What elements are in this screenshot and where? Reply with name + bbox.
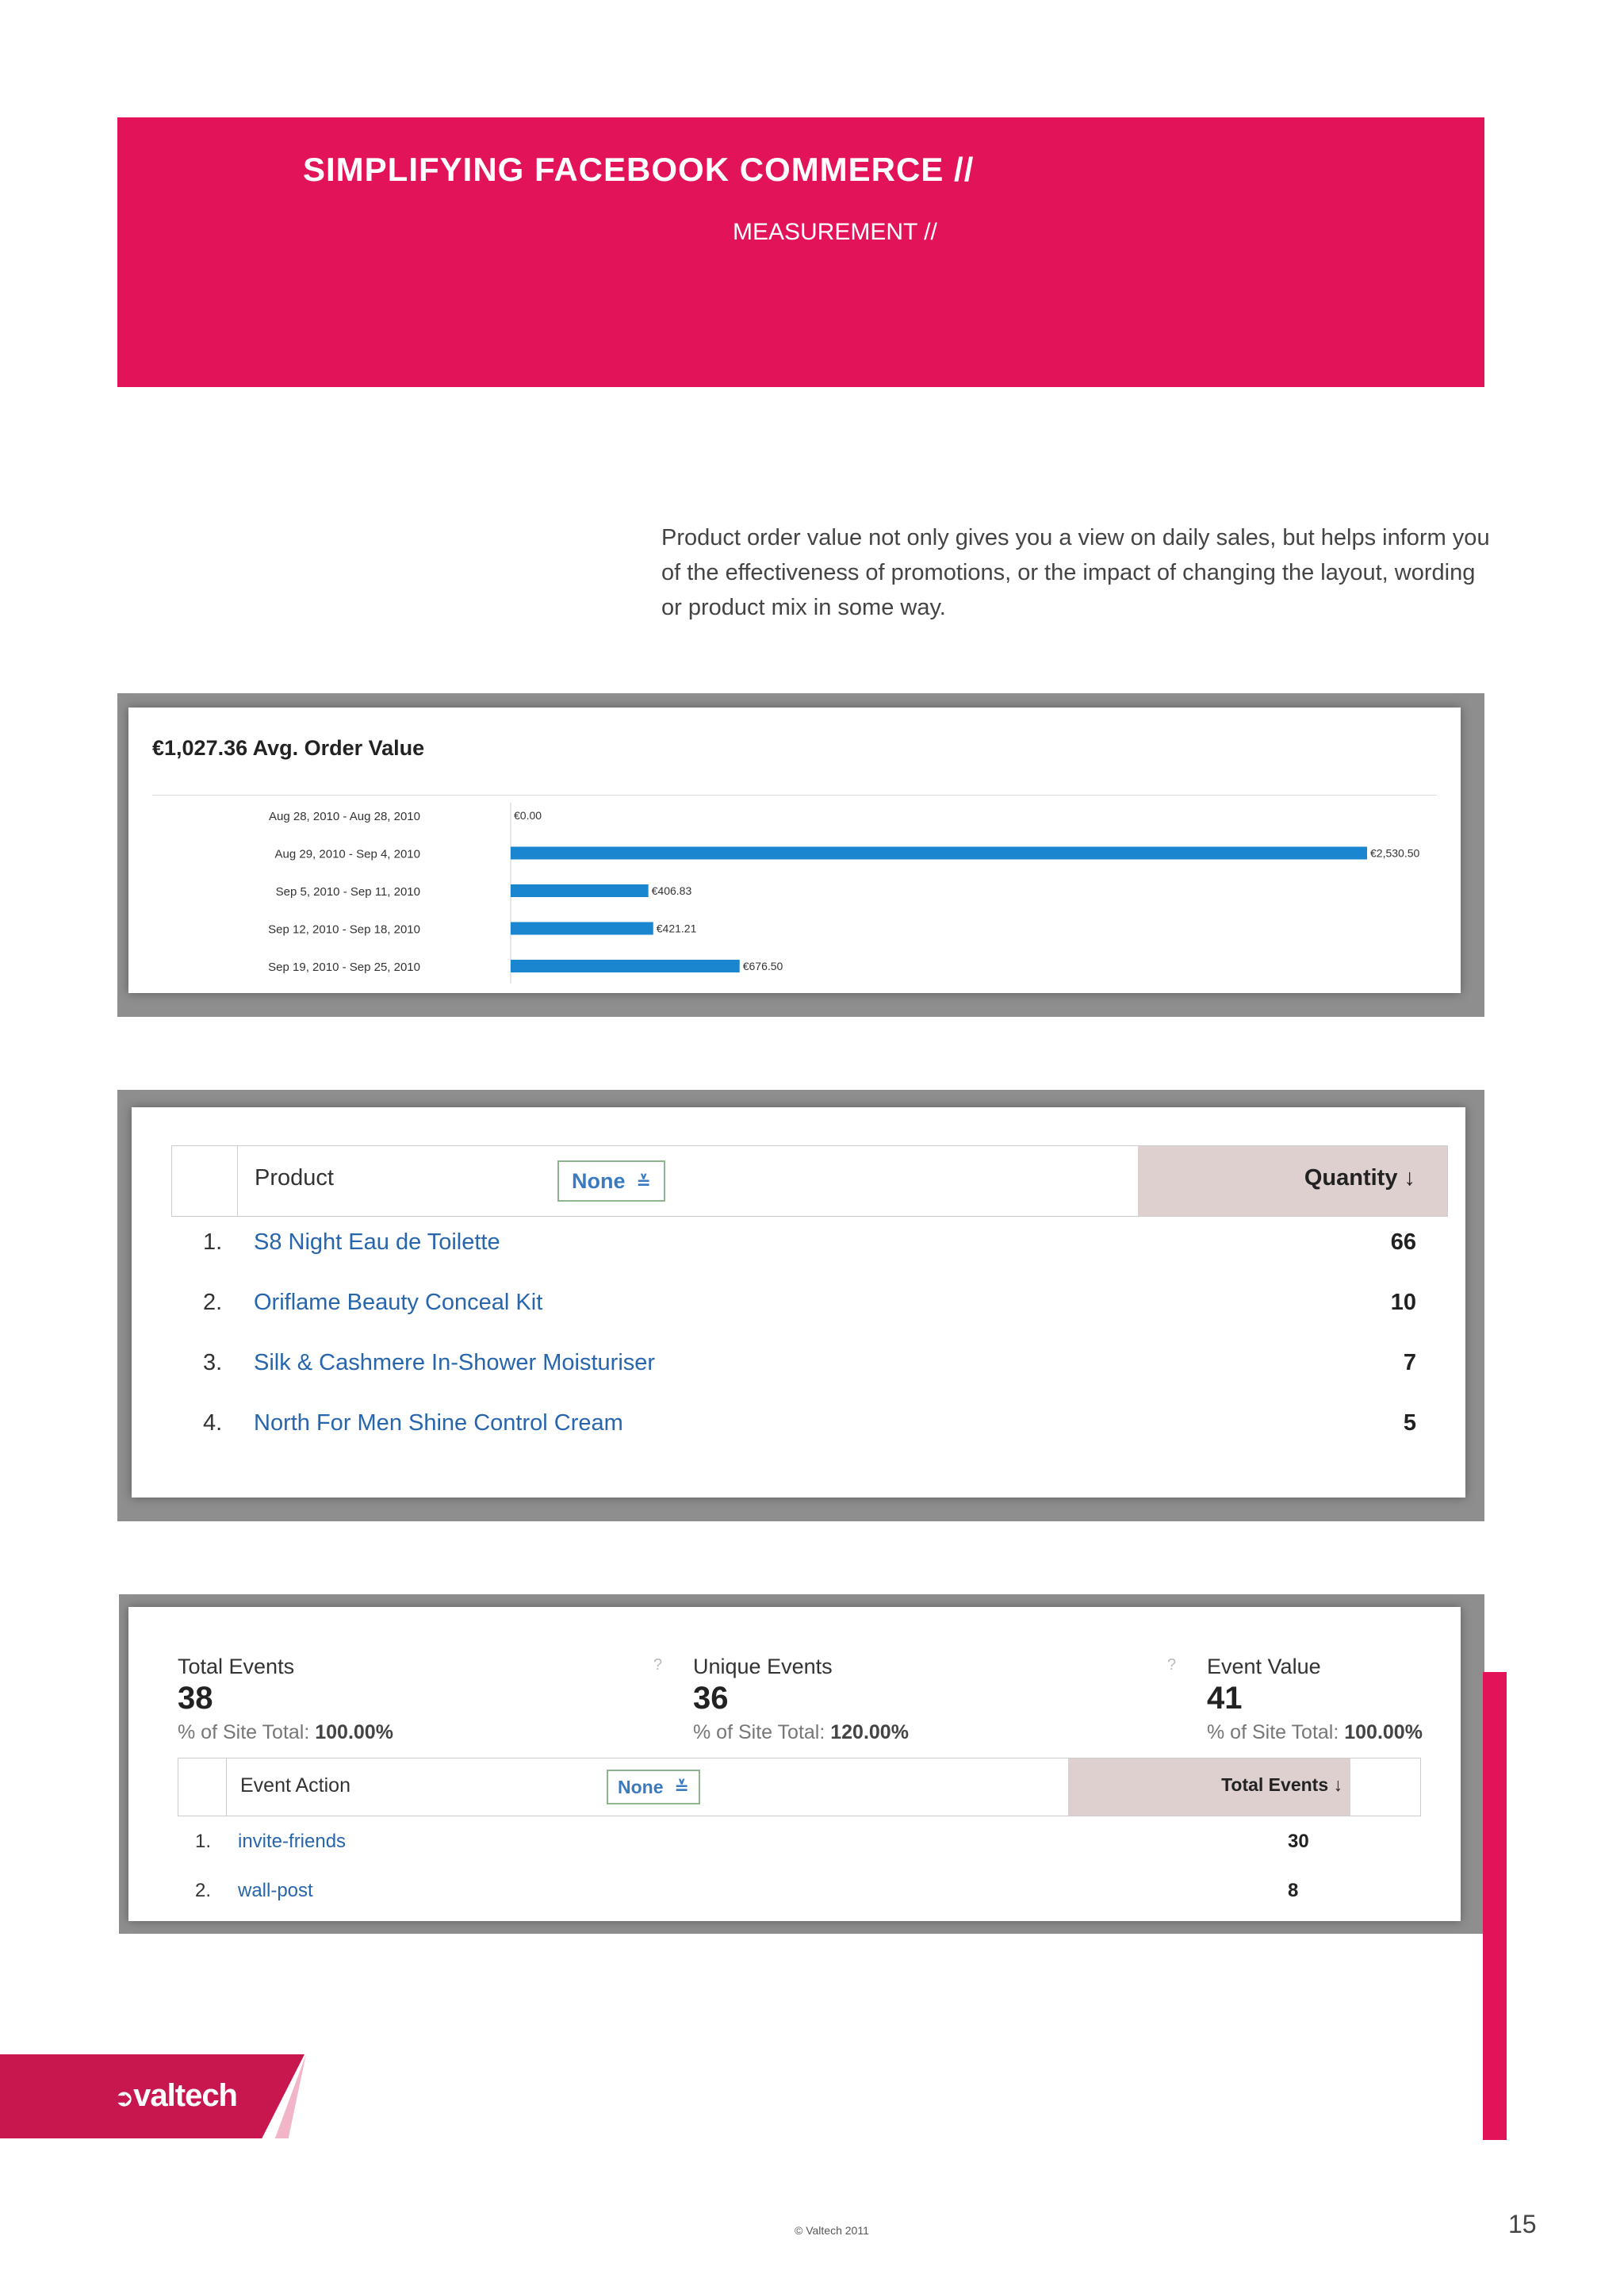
- row-number: 3.: [203, 1350, 223, 1375]
- metric-value: 36: [693, 1681, 729, 1716]
- bar-value-label: €2,530.50: [1370, 846, 1420, 860]
- bar[interactable]: [511, 960, 740, 972]
- dropdown-value: None: [618, 1777, 664, 1797]
- metric-percent: [693, 1721, 909, 1744]
- quantity-column-header[interactable]: [1138, 1146, 1447, 1216]
- metric-label: Unique Events: [693, 1655, 833, 1678]
- total-events-column-header[interactable]: [1068, 1758, 1350, 1816]
- quantity-column-label: Quantity ↓: [1304, 1165, 1415, 1191]
- header-divider: [237, 1146, 238, 1216]
- logo-wordmark: valtech: [133, 2078, 237, 2113]
- order-value-chart-frame: [117, 693, 1484, 1017]
- product-link[interactable]: North For Men Shine Control Cream: [254, 1410, 623, 1436]
- header-divider: [226, 1758, 227, 1816]
- category-label: Aug 28, 2010 - Aug 28, 2010: [269, 810, 420, 823]
- product-link[interactable]: Oriflame Beauty Conceal Kit: [254, 1290, 543, 1315]
- product-table-header: [171, 1145, 1448, 1217]
- metric-percent-value: 100.00%: [1344, 1721, 1423, 1743]
- bar-value-label: €406.83: [651, 884, 692, 897]
- chart-title: €1,027.36 Avg. Order Value: [152, 736, 425, 760]
- row-number: 2.: [203, 1290, 223, 1315]
- metric-percent-label: % of Site Total:: [1207, 1721, 1339, 1743]
- chevron-down-icon: ≚: [674, 1778, 689, 1797]
- row-number: 1.: [195, 1831, 212, 1852]
- help-icon[interactable]: ?: [1167, 1656, 1177, 1674]
- total-events-column-label: Total Events ↓: [1221, 1774, 1342, 1795]
- order-value-chart-panel: [128, 708, 1461, 993]
- events-table-panel: [128, 1607, 1461, 1921]
- quantity-value: 7: [1403, 1350, 1416, 1375]
- bar[interactable]: [511, 847, 1367, 860]
- product-link[interactable]: S8 Night Eau de Toilette: [254, 1229, 500, 1255]
- dropdown-value: None: [572, 1169, 626, 1193]
- total-events-value: 8: [1288, 1880, 1299, 1901]
- metric-unique-events: [693, 1655, 909, 1744]
- product-column-header[interactable]: Product: [255, 1165, 334, 1191]
- order-value-bar-chart: [128, 708, 1461, 993]
- quantity-value: 66: [1390, 1229, 1416, 1255]
- product-table-panel: [132, 1107, 1465, 1498]
- row-number: 1.: [203, 1229, 223, 1255]
- event-action-link[interactable]: invite-friends: [238, 1831, 347, 1852]
- events-table-frame: [119, 1594, 1484, 1934]
- metric-label: Event Value: [1207, 1655, 1321, 1678]
- quantity-value: 5: [1403, 1410, 1416, 1436]
- table-row: [171, 1215, 1446, 1275]
- row-number: 2.: [195, 1880, 212, 1901]
- total-events-value: 30: [1288, 1831, 1309, 1852]
- metric-label: Total Events: [178, 1655, 295, 1678]
- bar[interactable]: [511, 884, 649, 897]
- table-row: [178, 1818, 1419, 1867]
- metric-value: 41: [1207, 1681, 1243, 1716]
- page-number: 15: [1508, 2210, 1537, 2238]
- bar-value-label: €421.21: [656, 922, 697, 935]
- metric-percent: [178, 1721, 393, 1744]
- metric-value: 38: [178, 1681, 213, 1716]
- metric-event-value: [1207, 1655, 1423, 1744]
- metric-total-events: [178, 1655, 393, 1744]
- category-label: Sep 5, 2010 - Sep 11, 2010: [275, 885, 420, 899]
- logo-swoosh-icon: ➲: [114, 2085, 134, 2111]
- product-secondary-dimension-dropdown[interactable]: [557, 1160, 665, 1202]
- metric-percent-label: % of Site Total:: [178, 1721, 310, 1743]
- metric-percent: [1207, 1721, 1423, 1744]
- row-number: 4.: [203, 1410, 223, 1436]
- event-secondary-dimension-dropdown[interactable]: [607, 1770, 700, 1804]
- metric-percent-label: % of Site Total:: [693, 1721, 825, 1743]
- product-link[interactable]: Silk & Cashmere In-Shower Moisturiser: [254, 1350, 656, 1375]
- category-label: Sep 19, 2010 - Sep 25, 2010: [268, 961, 420, 974]
- intro-paragraph: Product order value not only gives you a view on daily sales, but helps inform you of the effectiveness of promotions, or the impact of changing the layout, wording or product mix in some way.: [661, 525, 1490, 620]
- table-row: [178, 1867, 1419, 1916]
- table-row: [171, 1336, 1446, 1396]
- event-action-column-header[interactable]: Event Action: [240, 1774, 350, 1797]
- quantity-value: 10: [1390, 1290, 1416, 1315]
- table-row: [171, 1396, 1446, 1456]
- help-icon[interactable]: ?: [653, 1656, 663, 1674]
- page-title: SIMPLIFYING FACEBOOK COMMERCE //: [303, 151, 975, 188]
- product-table-frame: [117, 1090, 1484, 1521]
- copyright: © Valtech 2011: [795, 2224, 869, 2237]
- category-label: Sep 12, 2010 - Sep 18, 2010: [268, 922, 420, 937]
- accent-side-bar: [1483, 1672, 1507, 2140]
- table-row: [171, 1275, 1446, 1336]
- section-subtitle: MEASUREMENT //: [733, 219, 937, 245]
- event-action-link[interactable]: wall-post: [238, 1880, 313, 1901]
- metric-percent-value: 120.00%: [830, 1721, 909, 1743]
- chevron-down-icon: ≚: [636, 1172, 651, 1192]
- category-label: Aug 29, 2010 - Sep 4, 2010: [274, 847, 420, 861]
- bar[interactable]: [511, 922, 653, 935]
- bar-value-label: €676.50: [742, 960, 783, 972]
- events-table-header: [178, 1758, 1421, 1816]
- bar-value-label: €0.00: [514, 809, 542, 822]
- metric-percent-value: 100.00%: [315, 1721, 393, 1743]
- valtech-logo: [114, 2078, 237, 2114]
